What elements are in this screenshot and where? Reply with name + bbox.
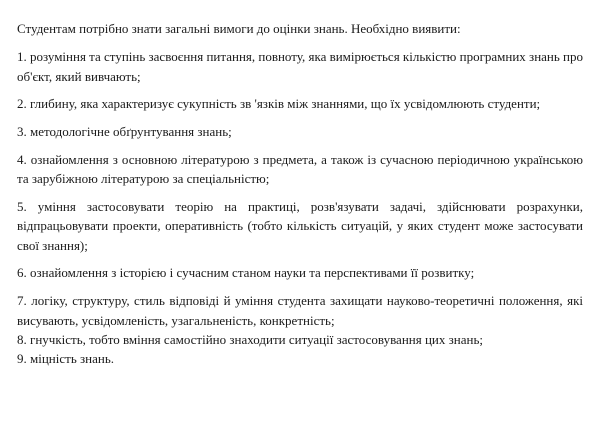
- requirement-item-5: 5. уміння застосовувати теорію на практиці, розв'язувати задачі, здійснювати розрахунки, відпрацьовувати проекти, оперативність (тобто кількість ситуацій, у яких студент може застосувати свої знання);: [17, 199, 583, 253]
- intro-paragraph: Студентам потрібно знати загальні вимоги до оцінки знань. Необхідно виявити:: [17, 21, 461, 36]
- requirement-item-1: 1. розуміння та ступінь засвоєння питання, повноту, яка вимірюється кількістю програмних знань про об'єкт, який вивчають;: [17, 49, 584, 84]
- document-body: [17, 19, 583, 368]
- requirement-item-9: 9. міцність знань.: [17, 351, 114, 367]
- requirement-item-3: 3. методологічне обґрунтування знань;: [17, 124, 232, 140]
- requirement-item-8: 8. гнучкість, тобто вміння самостійно знаходити ситуації застосовування цих знань;: [17, 331, 483, 347]
- requirement-item-4: 4. ознайомлення з основною літературою з предмета, а також із сучасною періодичною українською та зарубіжною літературою за спеціальністю;: [17, 151, 583, 187]
- requirement-item-7: 7. логіку, структуру, стиль відповіді й уміння студента захищати науково-теоретичні положення, які висувають, усвідомленість, узагальненість, конкретність;: [17, 293, 583, 328]
- requirement-item-2: 2. глибину, яка характеризує сукупність зв 'язків між знаннями, що їх усвідомлюють студенти;: [17, 96, 541, 112]
- requirement-item-6: 6. ознайомлення з історією і сучасним станом науки та перспективами її розвитку;: [17, 265, 475, 281]
